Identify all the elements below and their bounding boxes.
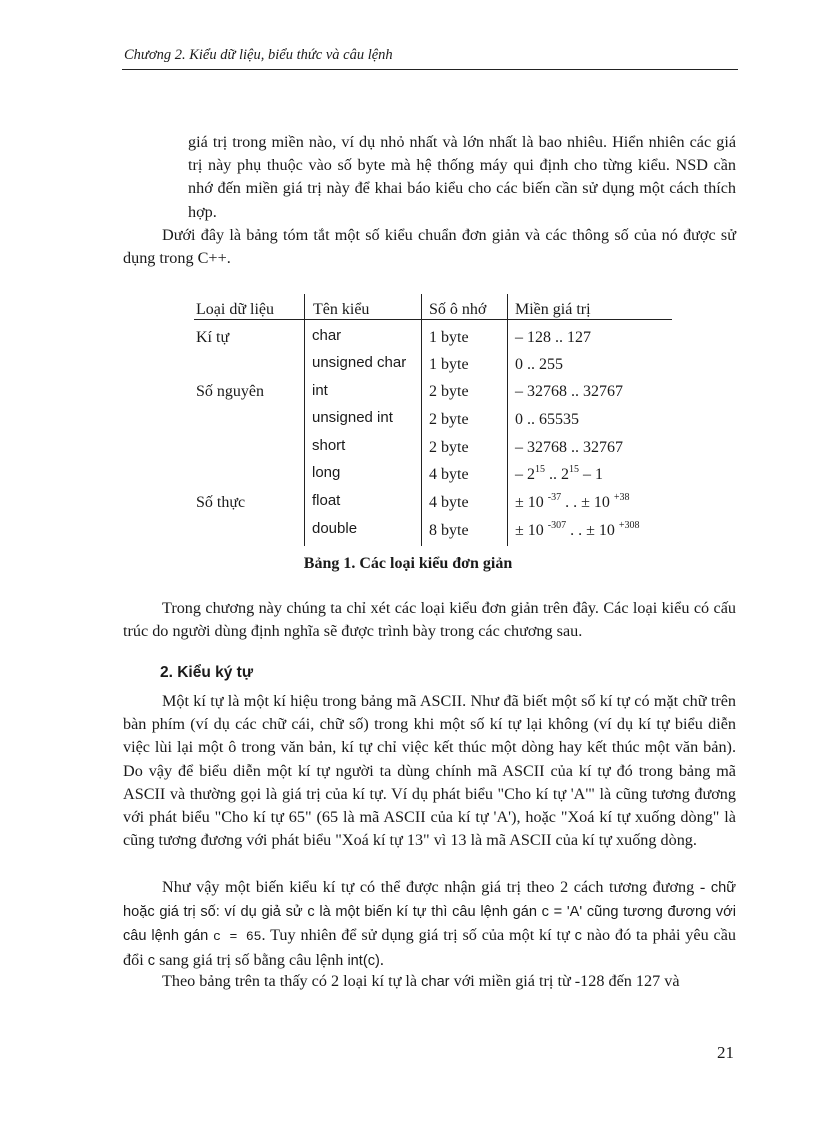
table-caption: Bảng 1. Các loại kiểu đơn giản bbox=[303, 555, 513, 572]
table-header-rule bbox=[194, 319, 672, 320]
cell-size: 2 byte bbox=[429, 383, 469, 400]
column-header-type: Loại dữ liệu bbox=[196, 301, 274, 318]
running-header: Chương 2. Kiểu dữ liệu, biểu thức và câu lệnh bbox=[124, 47, 393, 63]
cell-size: 4 byte bbox=[429, 466, 469, 483]
cell-size: 8 byte bbox=[429, 522, 469, 539]
cell-name: unsigned int bbox=[312, 409, 393, 426]
char-range-paragraph: Theo bảng trên ta thấy có 2 loại kí tự là char với miền giá trị từ -128 đến 127 và bbox=[162, 972, 680, 990]
cell-name: float bbox=[312, 492, 341, 509]
data-types-table bbox=[194, 294, 674, 546]
cell-range: 0 .. 65535 bbox=[515, 411, 579, 428]
cell-name: int bbox=[312, 382, 328, 399]
cell-name: short bbox=[312, 437, 346, 454]
cell-size: 1 byte bbox=[429, 329, 469, 346]
cell-range: – $2^{15}$ .. $2^{15} - 1$ bbox=[515, 464, 603, 483]
cell-size: 2 byte bbox=[429, 411, 469, 428]
cell-range: 0 .. 255 bbox=[515, 356, 563, 373]
cell-range: – 128 .. 127 bbox=[515, 329, 591, 346]
table-divider bbox=[304, 294, 305, 546]
cell-range: ± 10 $^{-37}$ . . ± 10 $^{+38}$ bbox=[515, 492, 630, 511]
cell-name: long bbox=[312, 464, 341, 481]
cell-name: double bbox=[312, 520, 358, 537]
cell-type: Số nguyên bbox=[196, 383, 264, 400]
ascii-paragraph: Một kí tự là một kí hiệu trong bảng mã ASCII. Như đã biết một số kí tự có mặt chữ trên bàn phím (ví dụ các chữ cái, chữ số) trong khi một số kí tự lại không (ví dụ kí tự biểu diễn việc lùi lại một ô trong văn bản, kí tự chỉ việc kết thúc một dòng hay kết thúc một văn bản). Do vậy để biểu diễn một kí tự người ta dùng chính mã ASCII của kí tự đó trong bảng mã ASCII và thường gọi là giá trị của kí tự. Ví dụ phát biểu "Cho kí tự 'A'" là cũng tương đương với phát biểu "Cho kí tự 65" (65 là mã ASCII của kí tự 'A'), hoặc "Xoá kí tự xuống dòng" là cũng tương đương với phát biểu "Xoá kí tự 13" vì 13 là mã ASCII của kí tự xuống dòng. bbox=[123, 692, 736, 850]
cell-name: unsigned char bbox=[312, 354, 407, 371]
table-divider bbox=[507, 294, 508, 546]
column-header-range: Miền giá trị bbox=[515, 301, 591, 318]
cell-type: Kí tự bbox=[196, 329, 230, 346]
table-intro-paragraph: Dưới đây là bảng tóm tắt một số kiểu chuẩn đơn giản và các thông số của nó được sử dụng trong C++. bbox=[123, 226, 736, 268]
cell-size: 4 byte bbox=[429, 494, 469, 511]
cell-range: – 32768 .. 32767 bbox=[515, 383, 623, 400]
cell-size: 1 byte bbox=[429, 356, 469, 373]
char-assign-paragraph: Như vậy một biến kiểu kí tự có thể được nhận giá trị theo 2 cách tương đương - chữ hoặc giá trị số: ví dụ giả sử c là một biến kí tự thì câu lệnh gán c = 'A' cũng tương đương với câu lệnh gán c = 65. Tuy nhiên để sử dụng giá trị số của một kí tự c nào đó ta phải yêu cầu đổi c sang giá trị số bằng câu lệnh int(c). bbox=[123, 878, 736, 969]
table-divider bbox=[421, 294, 422, 546]
header-rule bbox=[122, 69, 738, 70]
section-heading: 2. Kiểu ký tự bbox=[160, 664, 254, 681]
cell-name: char bbox=[312, 327, 342, 344]
chapter-scope-paragraph: Trong chương này chúng ta chỉ xét các loại kiểu đơn giản trên đây. Các loại kiểu có cấu trúc do người dùng định nghĩa sẽ được trình bày trong các chương sau. bbox=[123, 599, 736, 641]
cell-type: Số thực bbox=[196, 494, 246, 511]
cell-range: ± 10 $^{-307}$ . . ± 10 $^{+308}$ bbox=[515, 520, 640, 539]
cell-range: – 32768 .. 32767 bbox=[515, 439, 623, 456]
column-header-name: Tên kiểu bbox=[313, 301, 370, 318]
page-number: 21 bbox=[717, 1043, 734, 1062]
column-header-size: Số ô nhớ bbox=[429, 301, 487, 318]
intro-paragraph: giá trị trong miền nào, ví dụ nhỏ nhất và lớn nhất là bao nhiêu. Hiển nhiên các giá trị này phụ thuộc vào số byte mà hệ thống máy qui định cho từng kiểu. NSD cần nhớ đến miền giá trị này để khai báo kiểu cho các biến cần sử dụng một cách thích hợp. bbox=[188, 133, 736, 221]
cell-size: 2 byte bbox=[429, 439, 469, 456]
